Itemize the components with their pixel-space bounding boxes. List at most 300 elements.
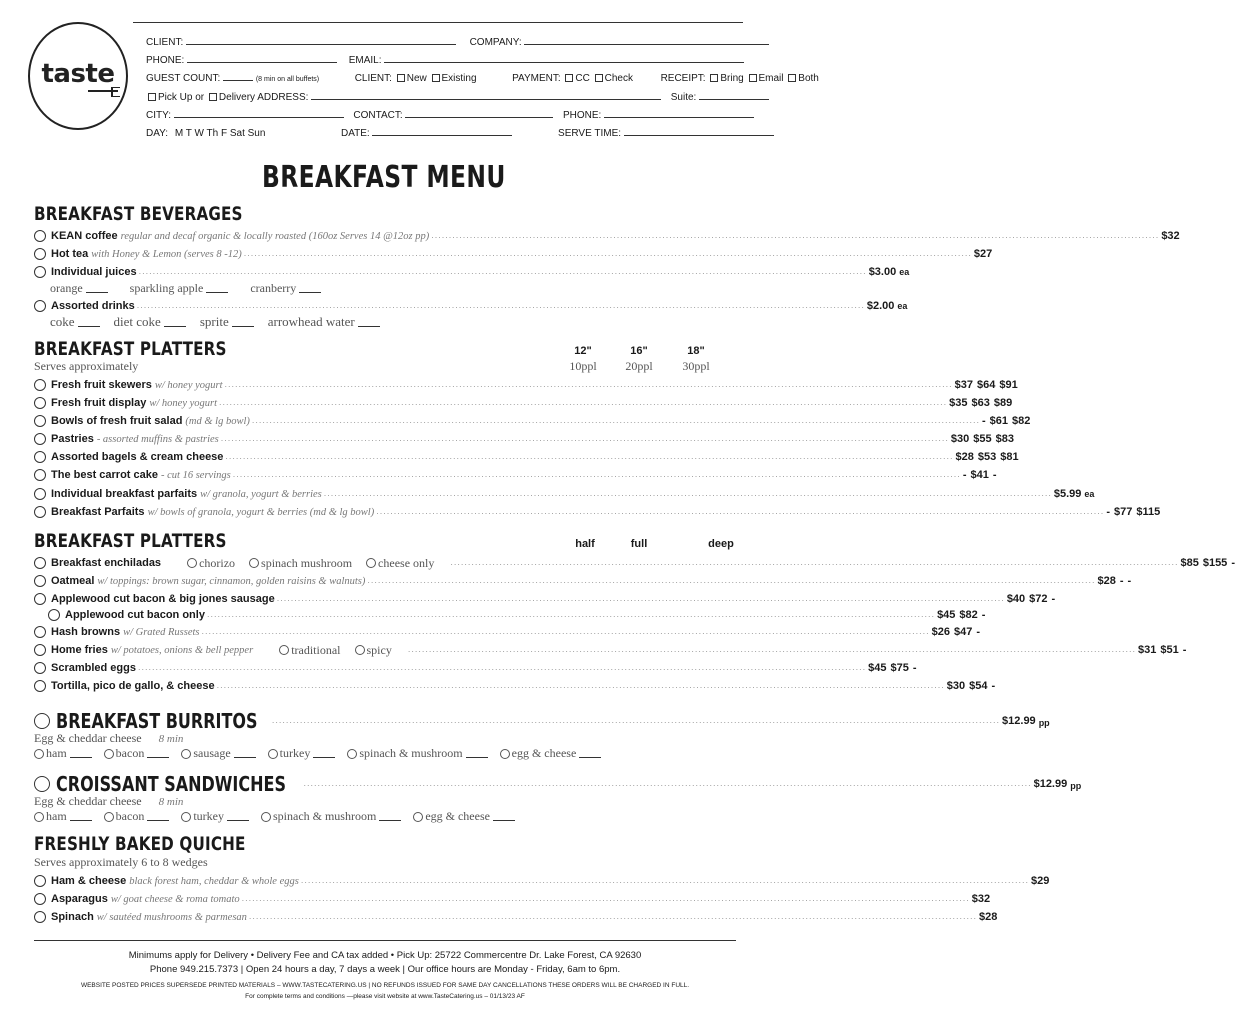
item-name: Tortilla, pico de gallo, & cheese [51,680,215,692]
list-item[interactable] [34,395,1013,411]
address-label: ADDRESS: [257,92,309,103]
item-price: $28 [955,451,974,463]
burritos-heading: BREAKFAST BURRITOS [56,709,258,733]
item-name: Individual juices [51,266,137,278]
select-circle[interactable] [34,776,50,792]
option[interactable] [261,809,401,824]
select-circle[interactable] [34,626,46,638]
email-label: EMAIL: [348,55,382,66]
date-label: DATE: [340,128,370,139]
item-price: $82 [1012,415,1031,427]
list-item[interactable] [34,642,1187,658]
option-label: cheese only [378,555,435,570]
existing-checkbox[interactable] [432,74,440,82]
receipt-label: RECEIPT: [660,73,706,84]
suite-label: Suite: [670,92,697,103]
select-circle[interactable] [34,451,46,463]
full-price: $75 [890,662,909,674]
full-price: - [1119,575,1124,587]
list-item[interactable] [48,607,986,623]
option-circle[interactable] [104,812,114,822]
phone-label: PHONE: [146,55,185,66]
leader-dots [242,893,970,905]
leader-dots [207,609,935,621]
item-price: $91 [999,379,1018,391]
item-price: $115 [1136,506,1161,518]
platters2-heading: BREAKFAST PLATTERS [34,530,227,552]
header-row-phone [146,54,744,66]
list-item[interactable] [34,264,910,280]
list-item[interactable] [34,555,1235,571]
item-price: $2.00 [866,300,895,312]
price-cell [982,609,986,621]
taste-logo [28,22,128,130]
price-cell [955,379,973,391]
select-circle[interactable] [34,415,46,427]
qty-blank[interactable] [227,812,249,821]
item-price: $89 [993,397,1013,409]
option-label: sparkling apple [129,281,204,295]
croissants-min: 8 min [158,796,184,808]
select-circle[interactable] [34,397,46,409]
list-item[interactable] [34,873,1050,889]
item-name: Applewood cut bacon only [65,609,205,621]
option[interactable] [347,746,487,761]
price-cell [1000,451,1018,463]
option[interactable] [413,809,515,824]
select-circle[interactable] [34,593,46,605]
item-note: black forest ham, cheddar & whole eggs [129,875,299,887]
column-deep: deep [708,538,734,550]
option[interactable] [104,809,170,824]
leader-dots [450,557,1178,569]
select-circle[interactable] [34,575,46,587]
item-price: $5.99 [1053,488,1082,500]
qty-blank[interactable] [206,284,228,293]
full-price: $47 [953,626,973,638]
qty-blank[interactable] [78,318,100,327]
client-field[interactable] [186,36,456,45]
footer-line1: Minimums apply for Delivery • Delivery Fee and CA tax added • Pick Up: 25722 Commercentre Dr. Lake Forest, CA 92630 [128,950,642,961]
option[interactable] [279,643,340,658]
qty-blank[interactable] [234,749,256,758]
price-cell [1007,593,1025,605]
select-circle[interactable] [34,893,46,905]
price-cell [890,662,908,674]
each-label: ea [899,267,910,277]
leader-dots [376,506,1104,518]
option-circle[interactable] [413,812,423,822]
leader-dots [219,397,947,409]
half-price: $26 [931,626,950,638]
leader-dots [303,778,1031,790]
guest-count-label: GUEST COUNT: [146,73,221,84]
qty-blank[interactable] [579,749,601,758]
payment-label: PAYMENT: [512,73,561,84]
price-cell [1138,644,1156,656]
leader-dots [139,266,867,278]
burritos-sub [34,731,183,746]
list-item[interactable] [34,298,908,314]
enchilada-options [187,556,448,571]
item-name: Ham & cheese [51,875,127,887]
company-label: COMPANY: [469,37,522,48]
option[interactable] [500,746,602,761]
item-note: - cut 16 servings [161,469,231,481]
list-item[interactable] [34,678,996,694]
city-label: CITY: [146,110,172,121]
list-item[interactable] [34,431,1014,447]
price-cell [976,626,980,638]
price-cell [970,469,988,481]
item-note: - assorted muffins & pastries [96,433,219,445]
option[interactable] [187,556,235,571]
item-name: Fresh fruit skewers [51,379,152,391]
item-price: $32 [1161,230,1180,242]
list-item[interactable] [34,660,917,676]
select-circle[interactable] [34,713,50,729]
leader-dots [431,230,1159,242]
item-name: Bowls of fresh fruit salad [51,415,183,427]
item-price: $63 [971,397,990,409]
option[interactable] [181,809,249,824]
qty-blank[interactable] [379,812,401,821]
qty-blank[interactable] [232,318,254,327]
price-cell [1029,593,1047,605]
address-field[interactable] [311,91,661,100]
option-circle[interactable] [34,812,44,822]
leader-dots [138,662,866,674]
option-circle[interactable] [34,749,44,759]
email-receipt-checkbox[interactable] [749,74,757,82]
both-checkbox[interactable] [788,74,796,82]
price-cell [1128,575,1132,587]
item-price: $30 [950,433,970,445]
price-cell [1180,557,1198,569]
option-circle[interactable] [249,558,259,568]
croissants-sub [34,794,183,809]
price-cell [1203,557,1227,569]
croissants-sub-text: Egg & cheddar cheese [34,794,142,808]
item-note: w/ granola, yogurt & berries [200,488,322,500]
serve-time-label: SERVE TIME: [558,128,622,139]
qty-blank[interactable] [358,318,380,327]
item-name: Assorted drinks [51,300,135,312]
select-circle[interactable] [34,433,46,445]
option-label: bacon [115,809,145,823]
croissant-options [34,809,527,824]
price-cell [973,433,991,445]
option-circle[interactable] [500,749,510,759]
select-circle[interactable] [34,300,46,312]
client-label: CLIENT: [146,37,184,48]
select-circle[interactable] [34,506,46,518]
option[interactable] [268,746,336,761]
header-row-address [146,91,769,103]
item-note: regular and decaf organic & locally roasted (160oz Serves 14 @12oz pp) [120,230,430,242]
leader-dots [408,644,1136,656]
price-cell [1098,575,1116,587]
column-ppl: 20ppl [625,359,653,373]
logo-text: taste [41,59,115,89]
list-item[interactable] [34,891,991,907]
item-name: Fresh fruit display [51,397,147,409]
select-circle[interactable] [34,911,46,923]
option-circle[interactable] [355,645,365,655]
price-cell [969,680,987,692]
item-name: Hash browns [51,626,121,638]
list-item[interactable] [34,377,1018,393]
guest-count-field[interactable] [223,72,253,81]
option-label: spinach & mushroom [272,809,377,823]
option-circle[interactable] [181,749,191,759]
price-cell [1114,506,1132,518]
item-name: The best carrot cake [51,469,158,481]
select-circle[interactable] [34,488,46,500]
burritos-price: $12.99 [1002,715,1036,727]
price-cell [937,609,955,621]
option[interactable] [34,809,92,824]
price-cell [996,433,1014,445]
header-row-city [146,109,754,121]
option-label: spinach & mushroom [359,746,463,760]
header-rule [133,22,743,23]
qty-blank[interactable] [164,318,186,327]
qty-blank[interactable] [147,749,169,758]
price-cell [1052,593,1056,605]
option-label: spinach mushroom [261,555,353,570]
each-label: ea [1084,489,1095,499]
item-price: - [992,469,997,481]
price-cell [913,662,917,674]
select-circle[interactable] [34,875,46,887]
option-circle[interactable] [279,645,289,655]
delivery-label: Delivery [218,92,256,103]
half-price: $28 [1097,575,1116,587]
select-circle[interactable] [34,248,46,260]
price-cell [978,451,996,463]
deep-price: - [981,609,986,621]
leader-dots [217,680,945,692]
day-options[interactable]: M T W Th F Sat Sun [174,128,266,139]
footer-rule [34,940,736,941]
select-circle[interactable] [34,469,46,481]
option-label: egg & cheese [425,809,490,823]
list-item[interactable] [34,228,1180,244]
item-note: w/ honey yogurt [149,397,218,409]
price-cell [868,662,886,674]
option-circle[interactable] [268,749,278,759]
leader-dots [137,300,865,312]
half-price: $45 [868,662,887,674]
option-label: cranberry [250,281,297,295]
qty-blank[interactable] [70,812,92,821]
qty-blank[interactable] [86,284,108,293]
half-price: $31 [1137,644,1157,656]
option-label: orange [50,281,83,295]
price-cell [990,415,1008,427]
header-row-day [146,127,774,139]
option-circle[interactable] [366,558,376,568]
price-cell [994,397,1012,409]
item-name: Applewood cut bacon & big jones sausage [51,593,275,605]
list-item[interactable] [34,413,1031,429]
column-size: 18" [687,345,705,357]
item-price: $35 [949,397,968,409]
serve-time-field[interactable] [624,127,774,136]
half-price: $40 [1006,593,1026,605]
select-circle[interactable] [34,266,46,278]
price-cell [956,451,974,463]
bring-checkbox[interactable] [710,74,718,82]
qty-blank[interactable] [466,749,488,758]
footer-line3: WEBSITE POSTED PRICES SUPERSEDE PRINTED MATERIALS – WWW.TASTECATERING.US | NO REFUNDS ISSUED FOR SAME DAY CANCELLATIONS THESE ORDERS WILL BE CHARGED IN FULL. [80,982,690,989]
list-item[interactable] [34,624,980,640]
cc-checkbox[interactable] [565,74,573,82]
price-cell [1183,644,1187,656]
column-full: full [630,538,648,550]
croissant-row[interactable] [34,772,1082,796]
item-price: - [982,415,986,427]
select-circle[interactable] [34,644,46,656]
column-half: half [575,538,595,550]
footer-line2: Phone 949.215.7373 | Open 24 hours a day, 7 days a week | Our office hours are Monday - Friday, 6am to 6pm. [149,964,621,975]
item-name: KEAN coffee [51,230,118,242]
price-cell [1136,506,1160,518]
list-item[interactable] [34,504,1161,520]
pickup-label: Pick Up or [158,92,205,103]
select-circle[interactable] [34,680,46,692]
price-cell [993,469,997,481]
delivery-checkbox[interactable] [209,93,217,101]
city-field[interactable] [174,109,344,118]
leader-dots [221,433,949,445]
option-label: ham [46,746,67,760]
full-price: $72 [1029,593,1048,605]
price-cell [1120,575,1124,587]
column-size: 12" [574,345,592,357]
item-note: w/ honey yogurt [154,379,223,391]
select-circle[interactable] [34,379,46,391]
list-item[interactable] [34,246,993,262]
company-field[interactable] [524,36,769,45]
qty-blank[interactable] [70,749,92,758]
price-cell [1231,557,1235,569]
option-label: diet coke [113,314,161,329]
option-circle[interactable] [347,749,357,759]
item-note: w/ bowls of granola, yogurt & berries (md & lg bowl) [147,506,375,518]
list-item[interactable] [34,591,1056,607]
leader-dots [244,248,972,260]
email-field[interactable] [384,54,744,63]
qty-blank[interactable] [299,284,321,293]
bring-label: Bring [720,73,744,84]
header-row-client [146,36,769,48]
fork-icon [88,90,118,92]
item-price: - [962,469,967,481]
option-label: arrowhead water [267,314,355,329]
option[interactable] [366,556,434,571]
half-price: $45 [937,609,956,621]
pickup-checkbox[interactable] [148,93,156,101]
option[interactable] [249,556,352,571]
select-circle[interactable] [34,557,46,569]
option[interactable] [104,746,170,761]
burritos-row[interactable] [34,709,1050,733]
list-item[interactable] [34,467,997,483]
platters-subheading: Serves approximately [34,359,139,373]
price-cell [959,609,977,621]
phone-field[interactable] [187,54,337,63]
item-name: Hot tea [51,248,89,260]
list-item[interactable] [34,449,1019,465]
select-circle[interactable] [48,609,60,621]
item-price: $77 [1113,506,1133,518]
deep-price: - [1051,593,1056,605]
contact-phone-field[interactable] [604,109,754,118]
date-field[interactable] [372,127,512,136]
list-item[interactable] [34,486,1095,502]
existing-label: Existing [441,73,477,84]
beverages-heading: BREAKFAST BEVERAGES [34,203,243,225]
qty-blank[interactable] [147,812,169,821]
option-label: traditional [291,642,341,657]
email-receipt-label: Email [758,73,784,84]
qty-blank[interactable] [493,812,515,821]
price-cell [982,415,986,427]
option-label: coke [50,314,75,329]
option-circle[interactable] [187,558,197,568]
item-price: $83 [995,433,1014,445]
deep-price: - [1231,557,1235,569]
item-name: Breakfast Parfaits [51,506,145,518]
option[interactable] [181,746,255,761]
item-name: Assorted bagels & cream cheese [51,451,224,463]
full-price: $82 [959,609,978,621]
burrito-options [34,746,613,761]
option-label: ham [46,809,67,823]
contact-field[interactable] [405,109,553,118]
select-circle[interactable] [34,662,46,674]
quiche-sub: Serves approximately 6 to 8 wedges [34,855,208,869]
option-circle[interactable] [261,812,271,822]
item-note: w/ sautéed mushrooms & parmesan [96,911,247,923]
item-name: Scrambled eggs [51,662,136,674]
price-cell [977,379,995,391]
list-item[interactable] [34,573,1132,589]
check-checkbox[interactable] [595,74,603,82]
item-price: $55 [973,433,992,445]
leader-dots [367,575,1095,587]
option-circle[interactable] [104,749,114,759]
price-cell [971,397,989,409]
new-checkbox[interactable] [397,74,405,82]
qty-blank[interactable] [313,749,335,758]
cc-label: CC [575,73,590,84]
option-label: turkey [279,746,311,760]
column-ppl: 10ppl [569,359,597,373]
full-price: $51 [1160,644,1179,656]
deep-price: - [991,680,996,692]
suite-field[interactable] [699,91,769,100]
price-cell [1160,644,1178,656]
option[interactable] [355,643,392,658]
croissants-price: $12.99 [1033,778,1068,790]
list-item[interactable] [34,909,998,925]
select-circle[interactable] [34,230,46,242]
option[interactable] [34,746,92,761]
option-circle[interactable] [181,812,191,822]
